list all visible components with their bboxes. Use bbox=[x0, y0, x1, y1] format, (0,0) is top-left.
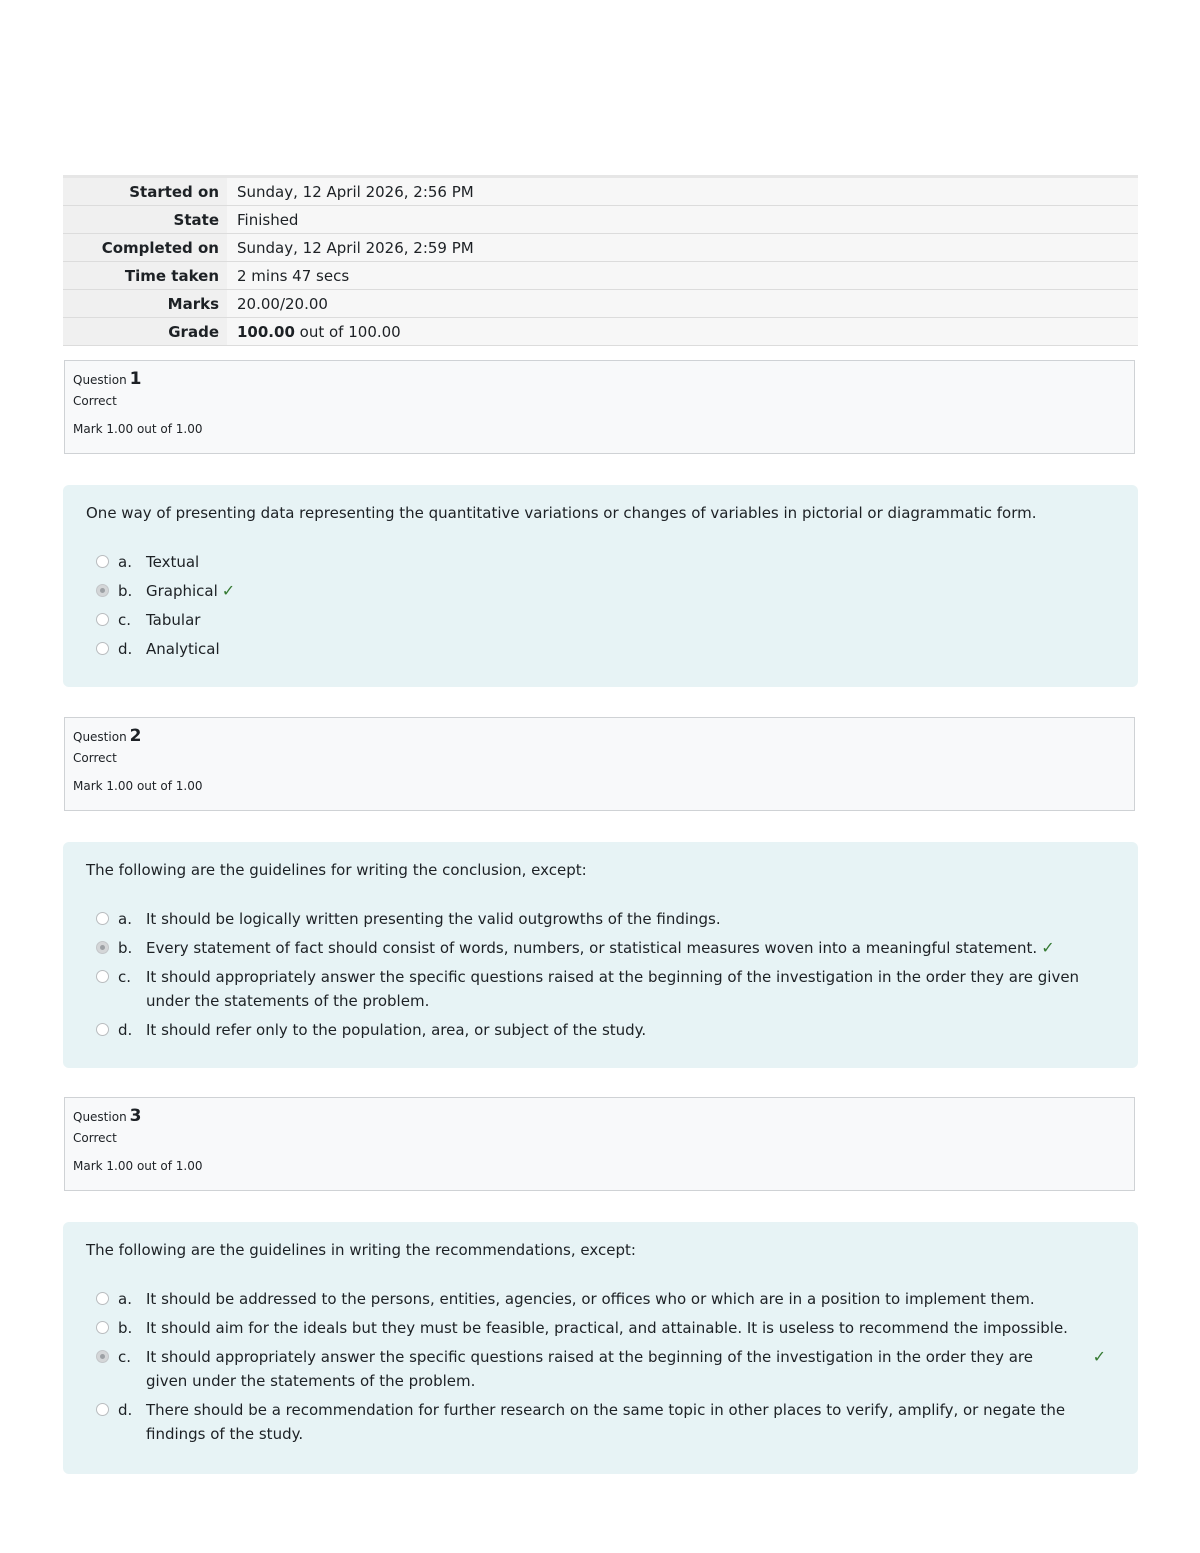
summary-row bbox=[63, 234, 1138, 262]
radio-button[interactable] bbox=[96, 1292, 109, 1305]
radio-button-selected[interactable] bbox=[96, 584, 109, 597]
answer-text: It should refer only to the population, area, or subject of the study. bbox=[146, 1021, 647, 1039]
answer-text: Analytical bbox=[146, 640, 220, 658]
answer-letter: c. bbox=[118, 1348, 132, 1366]
answer-letter: a. bbox=[118, 910, 132, 928]
answer-letter: b. bbox=[118, 939, 133, 957]
question-label: Question bbox=[73, 373, 127, 387]
answer-letter: b. bbox=[118, 582, 133, 600]
answer-text: It should appropriately answer the specific questions raised at the beginning of the investigation in the order they are given under the statements of the problem. bbox=[146, 968, 1080, 1010]
question-number bbox=[73, 728, 1126, 744]
radio-button[interactable] bbox=[96, 1023, 109, 1036]
summary-value: 20.00/20.00 bbox=[227, 290, 1138, 318]
summary-label: Grade bbox=[63, 318, 227, 346]
question-formulation bbox=[63, 842, 1138, 1068]
radio-button[interactable] bbox=[96, 970, 109, 983]
summary-row bbox=[63, 206, 1138, 234]
question-label: Question bbox=[73, 1110, 127, 1124]
answer-text: It should be addressed to the persons, entities, agencies, or offices who or which are in a position to implement them. bbox=[146, 1290, 1035, 1308]
answer-option[interactable] bbox=[86, 965, 1116, 1013]
answer-letter: a. bbox=[118, 553, 132, 571]
question-mark: Mark 1.00 out of 1.00 bbox=[73, 1159, 203, 1173]
answer-list bbox=[86, 550, 1116, 661]
question-number bbox=[73, 371, 1126, 387]
answer-letter: c. bbox=[118, 968, 132, 986]
radio-button[interactable] bbox=[96, 1403, 109, 1416]
question-state: Correct bbox=[73, 394, 117, 408]
answer-option[interactable] bbox=[86, 637, 1116, 661]
summary-row bbox=[63, 290, 1138, 318]
answer-letter: a. bbox=[118, 1290, 132, 1308]
answer-list bbox=[86, 1287, 1116, 1446]
answer-option[interactable] bbox=[86, 1345, 1116, 1393]
answer-letter: d. bbox=[118, 640, 133, 658]
check-icon: ✓ bbox=[221, 581, 236, 600]
answer-letter: c. bbox=[118, 611, 132, 629]
radio-button-selected[interactable] bbox=[96, 1350, 109, 1363]
summary-row-grade bbox=[63, 318, 1138, 346]
question-info bbox=[64, 360, 1135, 454]
question-formulation bbox=[63, 1222, 1138, 1474]
question-number-value: 2 bbox=[129, 726, 142, 746]
answer-option[interactable] bbox=[86, 608, 1116, 632]
question-info bbox=[64, 717, 1135, 811]
answer-option[interactable] bbox=[86, 1287, 1116, 1311]
answer-option[interactable] bbox=[86, 1316, 1116, 1340]
summary-value: Finished bbox=[227, 206, 1138, 234]
summary-value: 2 mins 47 secs bbox=[227, 262, 1138, 290]
answer-text-wrap bbox=[146, 936, 1116, 960]
answer-text: It should appropriately answer the specific questions raised at the beginning of the investigation in the order they are given under the statements of the problem. bbox=[146, 1348, 1033, 1390]
question-number bbox=[73, 1108, 1126, 1124]
radio-button[interactable] bbox=[96, 642, 109, 655]
grade-value: 100.00 bbox=[237, 322, 295, 341]
answer-text: Tabular bbox=[146, 611, 201, 629]
question-number-value: 1 bbox=[129, 369, 142, 389]
answer-letter: b. bbox=[118, 1319, 133, 1337]
summary-label: State bbox=[63, 206, 227, 234]
answer-option[interactable] bbox=[86, 936, 1116, 960]
answer-option[interactable] bbox=[86, 1398, 1116, 1446]
radio-button-selected[interactable] bbox=[96, 941, 109, 954]
radio-button[interactable] bbox=[96, 912, 109, 925]
radio-button[interactable] bbox=[96, 613, 109, 626]
answer-option[interactable] bbox=[86, 1018, 1116, 1042]
summary-label: Completed on bbox=[63, 234, 227, 262]
question-number-value: 3 bbox=[129, 1106, 142, 1126]
grade-suffix: out of 100.00 bbox=[299, 322, 401, 341]
answer-letter: d. bbox=[118, 1401, 133, 1419]
answer-letter: d. bbox=[118, 1021, 133, 1039]
radio-button[interactable] bbox=[96, 1321, 109, 1334]
answer-text: Every statement of fact should consist of words, numbers, or statistical measures woven into a meaningful statement. bbox=[146, 939, 1038, 957]
answer-option[interactable] bbox=[86, 907, 1116, 931]
quiz-summary-table bbox=[63, 175, 1138, 346]
summary-label: Started on bbox=[63, 177, 227, 206]
check-icon: ✓ bbox=[1092, 1347, 1106, 1366]
question-state: Correct bbox=[73, 751, 117, 765]
summary-row bbox=[63, 262, 1138, 290]
check-icon: ✓ bbox=[1041, 938, 1055, 957]
answer-text-wrap bbox=[146, 579, 1116, 603]
summary-value: Sunday, 12 April 2026, 2:56 PM bbox=[227, 177, 1138, 206]
question-formulation bbox=[63, 485, 1138, 687]
question-label: Question bbox=[73, 730, 127, 744]
answer-text: It should aim for the ideals but they must be feasible, practical, and attainable. It is useless to recommend the impossible. bbox=[146, 1319, 1068, 1337]
answer-option[interactable] bbox=[86, 550, 1116, 574]
answer-text: Graphical bbox=[146, 582, 218, 600]
answer-text: Textual bbox=[146, 553, 200, 571]
answer-option[interactable] bbox=[86, 579, 1116, 603]
question-info bbox=[64, 1097, 1135, 1191]
question-mark: Mark 1.00 out of 1.00 bbox=[73, 779, 203, 793]
summary-label: Time taken bbox=[63, 262, 227, 290]
summary-row bbox=[63, 177, 1138, 206]
answer-text: There should be a recommendation for further research on the same topic in other places to verify, amplify, or negate the findings of the study. bbox=[146, 1401, 1066, 1443]
summary-value: Sunday, 12 April 2026, 2:59 PM bbox=[227, 234, 1138, 262]
answer-text: It should be logically written presenting the valid outgrowths of the findings. bbox=[146, 910, 721, 928]
answer-list bbox=[86, 907, 1116, 1042]
question-text: One way of presenting data representing the quantitative variations or changes of variables in pictorial or diagrammatic form. bbox=[86, 504, 1037, 522]
question-mark: Mark 1.00 out of 1.00 bbox=[73, 422, 203, 436]
question-text: The following are the guidelines in writing the recommendations, except: bbox=[86, 1241, 636, 1259]
summary-value bbox=[227, 318, 1138, 346]
radio-button[interactable] bbox=[96, 555, 109, 568]
question-text: The following are the guidelines for writing the conclusion, except: bbox=[86, 861, 587, 879]
summary-label: Marks bbox=[63, 290, 227, 318]
question-state: Correct bbox=[73, 1131, 117, 1145]
